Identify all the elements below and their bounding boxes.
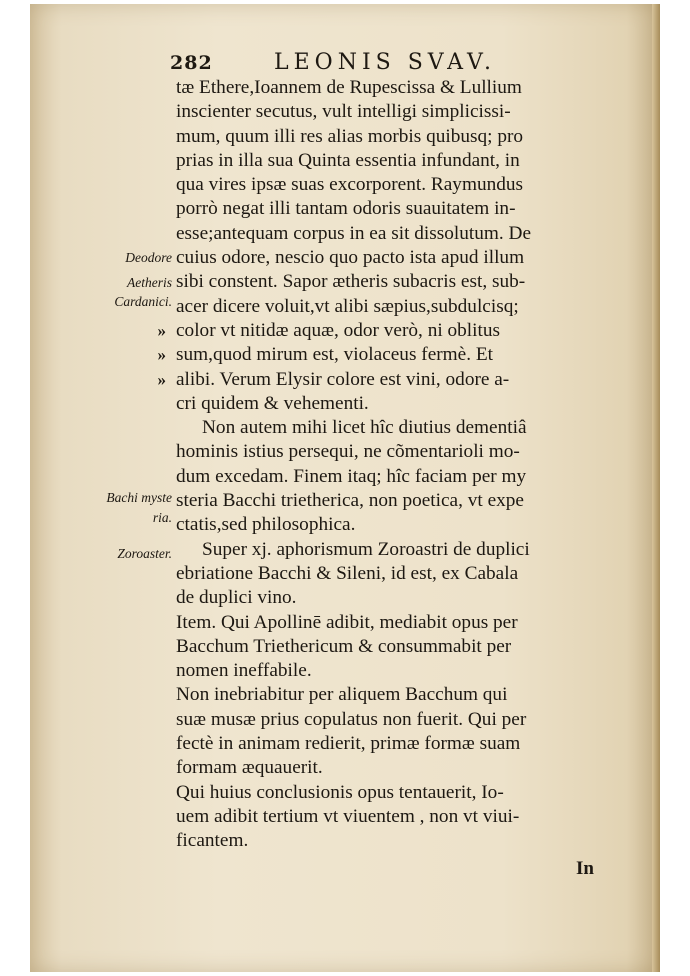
text-line: ficantem. [176,830,249,852]
text-line: Bacchum Triethericum & consummabit per [176,635,512,657]
text-line: Super xj. aphorismum Zoroastri de duplici [202,538,530,560]
text-line: hominis istius persequi, ne cõmentarioli mo- [176,441,520,463]
text-line: ctatis,sed philosophica. [176,514,356,536]
text-line: cuius odore, nescio quo pacto ista apud illum [176,247,525,269]
catchword: In [576,858,594,879]
margin-note-ria: ria. [152,510,172,525]
text-line: Non inebriabitur per aliquem Bacchum qui [176,684,508,706]
margin-note-bachi-myste: Bachi myste [106,490,172,505]
text-line: porrò negat illi tantam odoris suauitatem in- [176,198,516,220]
margin-note-aetheris: Aetheris [127,275,172,290]
text-line: de duplici vino. [176,587,297,609]
margin-note-zoroaster: Zoroaster. [117,546,172,561]
text-line: prias in illa sua Quinta essentia infundant, in [176,149,520,171]
text-line: color vt nitidæ aquæ, odor verò, ni oblitus [176,319,501,341]
text-line: ebriatione Bacchi & Sileni, id est, ex Cabala [176,562,519,584]
text-line: steria Bacchi trietherica, non poetica, vt expe [176,490,524,512]
text-line: dum excedam. Finem itaq; hîc faciam per my [176,465,527,487]
text-line: formam æquauerit. [176,757,323,779]
quote-mark: » [157,345,166,364]
margin-note-deodore: Deodore [125,250,172,265]
text-line: uem adibit tertium vt viuentem , non vt viui- [176,805,520,827]
text-line: Non autem mihi licet hîc diutius dementiâ [202,417,527,439]
text-line: alibi. Verum Elysir colore est vini, odore a- [176,368,510,390]
body-text [176,76,596,854]
text-line: sibi constent. Sapor ætheris subacris est, sub- [176,271,526,293]
text-line: acer dicere voluit,vt alibi sæpius,subdulcisq; [176,295,519,317]
text-line: Qui huius conclusionis opus tentauerit, Io- [176,781,504,803]
text-line: fectè in animam redierit, primæ formæ suam [176,733,521,755]
text-line: inscienter secutus, vult intelligi simplicissi- [176,101,511,123]
page-number: 282 [170,52,213,74]
margin-note-cardanici: Cardanici. [114,294,172,309]
text-line: suæ musæ prius copulatus non fuerit. Qui per [176,708,527,730]
text-line: mum, quum illi res alias morbis quibusq; pro [176,125,524,147]
text-line: qua vires ipsæ suas excorporent. Raymundus [176,174,524,196]
quote-mark: » [157,321,166,340]
page-edge [652,4,660,972]
text-line: tæ Ethere,Ioannem de Rupescissa & Lullium [176,77,522,98]
text-line: nomen ineffabile. [176,660,312,682]
running-title: LEONIS SVAV. [274,50,497,75]
text-line: esse;antequam corpus in ea sit dissolutum. De [176,222,532,244]
quote-mark: » [157,370,166,389]
text-line: sum,quod mirum est, violaceus fermè. Et [176,344,494,366]
text-line: Item. Qui Apollinē adibit, mediabit opus per [176,611,518,633]
text-line: cri quidem & vehementi. [176,392,369,414]
